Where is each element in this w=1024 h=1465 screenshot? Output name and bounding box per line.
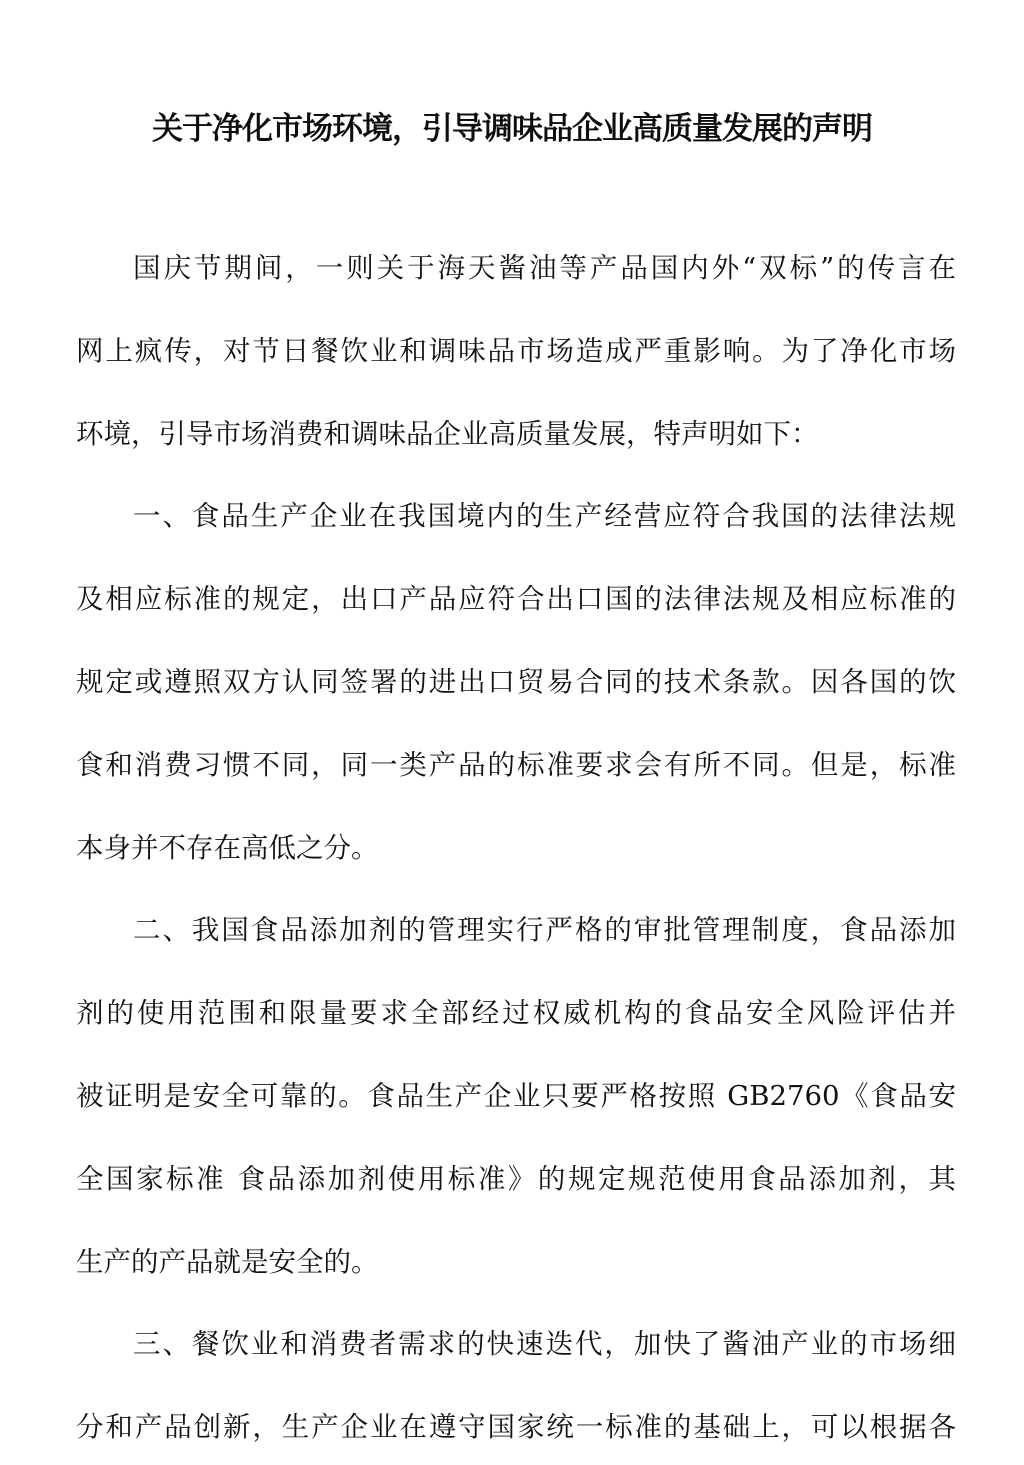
paragraph-intro-line-3: 环境，引导市场消费和调味品企业高质量发展，特声明如下： (76, 418, 819, 450)
paragraph-one-line-3: 规定或遵照双方认同签署的进出口贸易合同的技术条款。因各国的饮 (76, 666, 956, 698)
paragraph-one-line-1: 一、食品生产企业在我国境内的生产经营应符合我国的法律法规 (133, 500, 956, 532)
document-title: 关于净化市场环境，引导调味品企业高质量发展的声明 (152, 111, 872, 147)
paragraph-two-line-5: 生产的产品就是安全的。 (76, 1246, 379, 1278)
paragraph-intro-line-2: 网上疯传，对节日餐饮业和调味品市场造成严重影响。为了净化市场 (76, 335, 956, 367)
paragraph-one-line-2: 及相应标准的规定，出口产品应符合出口国的法律法规及相应标准的 (76, 583, 956, 615)
paragraph-one-line-4: 食和消费习惯不同，同一类产品的标准要求会有所不同。但是，标准 (76, 749, 956, 781)
paragraph-three-line-2: 分和产品创新，生产企业在遵守国家统一标准的基础上，可以根据各 (76, 1411, 956, 1443)
paragraph-three-line-1: 三、餐饮业和消费者需求的快速迭代，加快了酱油产业的市场细 (133, 1328, 956, 1360)
paragraph-two-line-3: 被证明是安全可靠的。食品生产企业只要严格按照 GB2760《食品安 (76, 1080, 956, 1112)
paragraph-two-line-1: 二、我国食品添加剂的管理实行严格的审批管理制度，食品添加 (133, 914, 956, 946)
paragraph-intro-line-1: 国庆节期间，一则关于海天酱油等产品国内外“双标”的传言在 (133, 252, 956, 284)
paragraph-two-line-4: 全国家标准 食品添加剂使用标准》的规定规范使用食品添加剂，其 (76, 1163, 956, 1195)
paragraph-two-line-2: 剂的使用范围和限量要求全部经过权威机构的食品安全风险评估并 (76, 997, 956, 1029)
paragraph-one-line-5: 本身并不存在高低之分。 (76, 832, 379, 864)
